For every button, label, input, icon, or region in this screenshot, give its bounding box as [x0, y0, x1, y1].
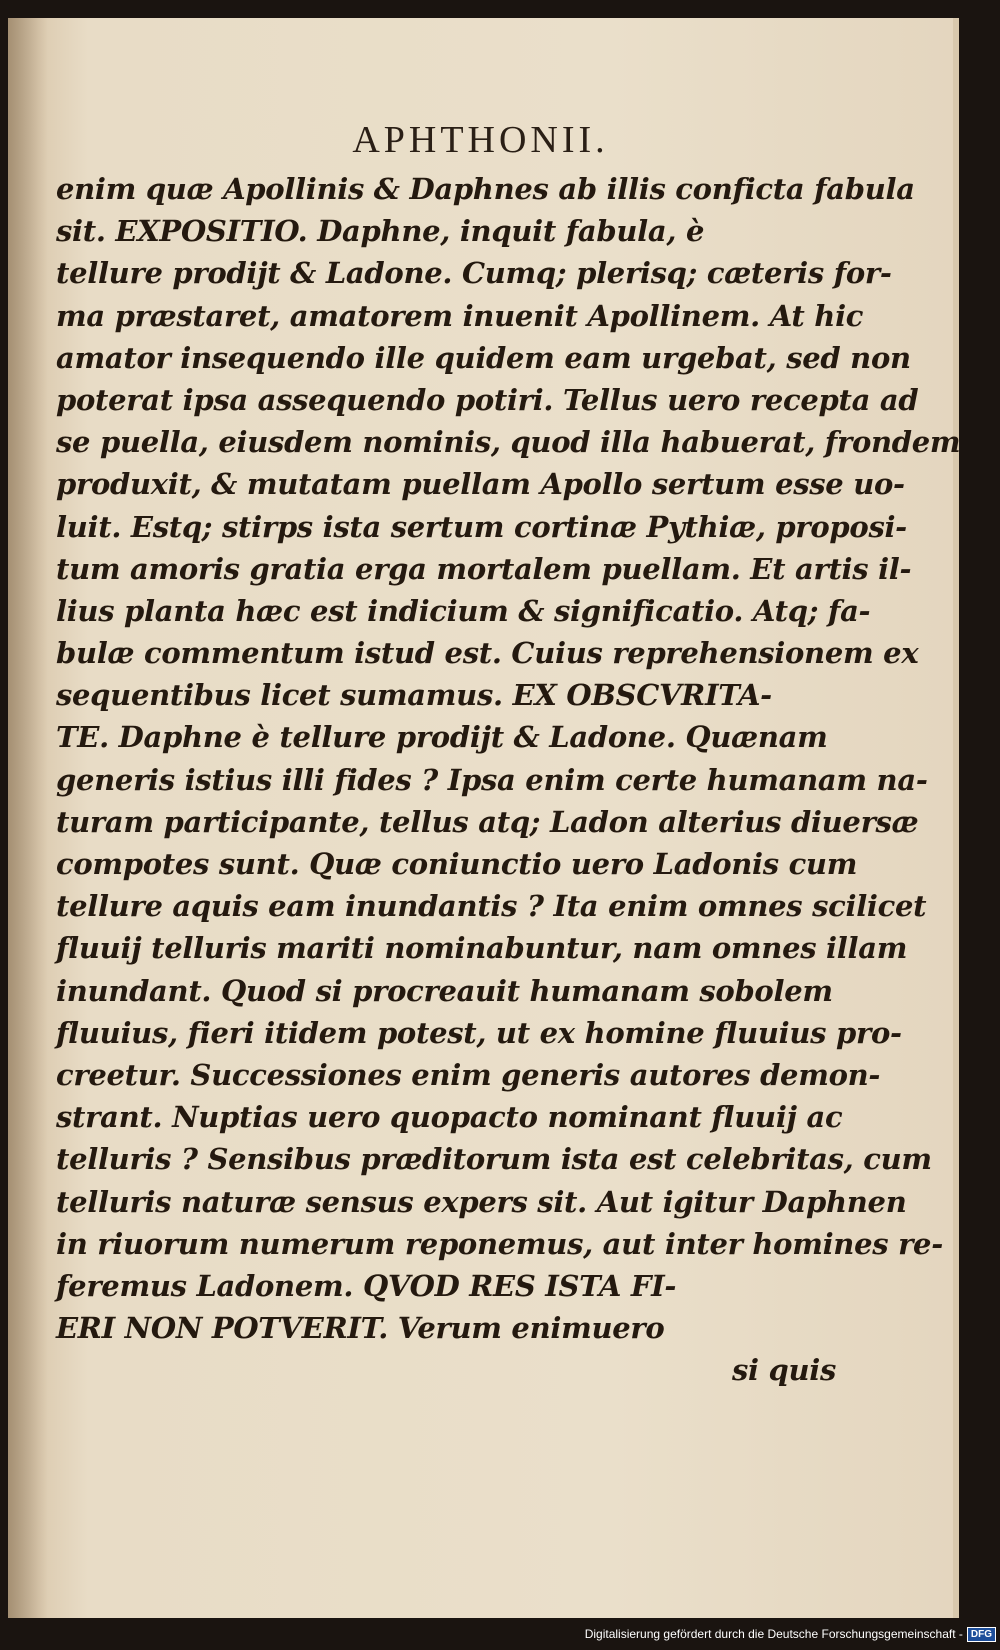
text-line: telluris naturæ sensus expers sit. Aut igitur Daphnen	[56, 1184, 907, 1219]
text-line: fluuij telluris mariti nominabuntur, nam omnes illam	[56, 931, 908, 966]
text-line: inundant. Quod si procreauit humanam sobolem	[56, 973, 833, 1008]
text-line: ma præstaret, amatorem inuenit Apollinem. At hic	[56, 298, 864, 333]
text-line: lius planta hæc est indicium & significatio. Atq; fa-	[56, 593, 871, 628]
text-line: compotes sunt. Quæ coniunctio uero Ladonis cum	[56, 847, 858, 881]
book-page	[8, 18, 959, 1618]
text-line: generis istius illi fides ? Ipsa enim certe humanam na-	[56, 762, 928, 797]
running-head: APHTHONII.	[352, 119, 609, 161]
text-line: ERI NON POTVERIT. Verum enimuero	[56, 1311, 665, 1346]
text-line: turam participante, tellus atq; Ladon alterius diuersæ	[56, 804, 919, 839]
text-line: tum amoris gratia erga mortalem puellam. Et artis il-	[56, 551, 912, 586]
text-line: bulæ commentum istud est. Cuius reprehensionem ex	[56, 636, 919, 671]
dfg-logo: DFG	[967, 1627, 996, 1642]
text-line: amator insequendo ille quidem eam urgebat, sed non	[56, 340, 911, 375]
text-line: sequentibus licet sumamus. EX OBSCVRITA-	[56, 678, 772, 713]
text-line: se puella, eiusdem nominis, quod illa habuerat, frondem	[56, 425, 961, 460]
text-line: enim quæ Apollinis & Daphnes ab illis conficta fabula	[56, 172, 915, 206]
text-line: poterat ipsa assequendo potiri. Tellus uero recepta ad	[56, 382, 919, 417]
text-line: creetur. Successiones enim generis autores demon-	[56, 1057, 881, 1092]
text-line: sit. EXPOSITIO. Daphne, inquit fabula, è	[56, 214, 705, 249]
text-line: in riuorum numerum reponemus, aut inter homines re-	[56, 1226, 943, 1261]
text-line: strant. Nuptias uero quopacto nominant fluuij ac	[56, 1100, 843, 1135]
gutter-shadow	[8, 18, 48, 1618]
funding-text: Digitalisierung gefördert durch die Deutsche Forschungsgemeinschaft -	[584, 1627, 963, 1641]
text-line: fluuius, fieri itidem potest, ut ex homine fluuius pro-	[56, 1015, 902, 1050]
text-line: tellure aquis eam inundantis ? Ita enim omnes scilicet	[56, 889, 927, 924]
text-line: telluris ? Sensibus præditorum ista est celebritas, cum	[56, 1142, 932, 1177]
text-line: TE. Daphne è tellure prodijt & Ladone. Quænam	[56, 720, 828, 755]
text-line: tellure prodijt & Ladone. Cumq; plerisq; cæteris for-	[56, 256, 892, 291]
text-line: produxit, & mutatam puellam Apollo sertum esse uo-	[56, 467, 905, 502]
text-line: luit. Estq; stirps ista sertum cortinæ Pythiæ, proposi-	[56, 509, 907, 544]
funding-footer	[585, 1620, 996, 1648]
text-line: feremus Ladonem. QVOD RES ISTA FI-	[56, 1268, 677, 1303]
catchword: si quis	[731, 1353, 836, 1388]
body-text	[56, 168, 961, 1391]
